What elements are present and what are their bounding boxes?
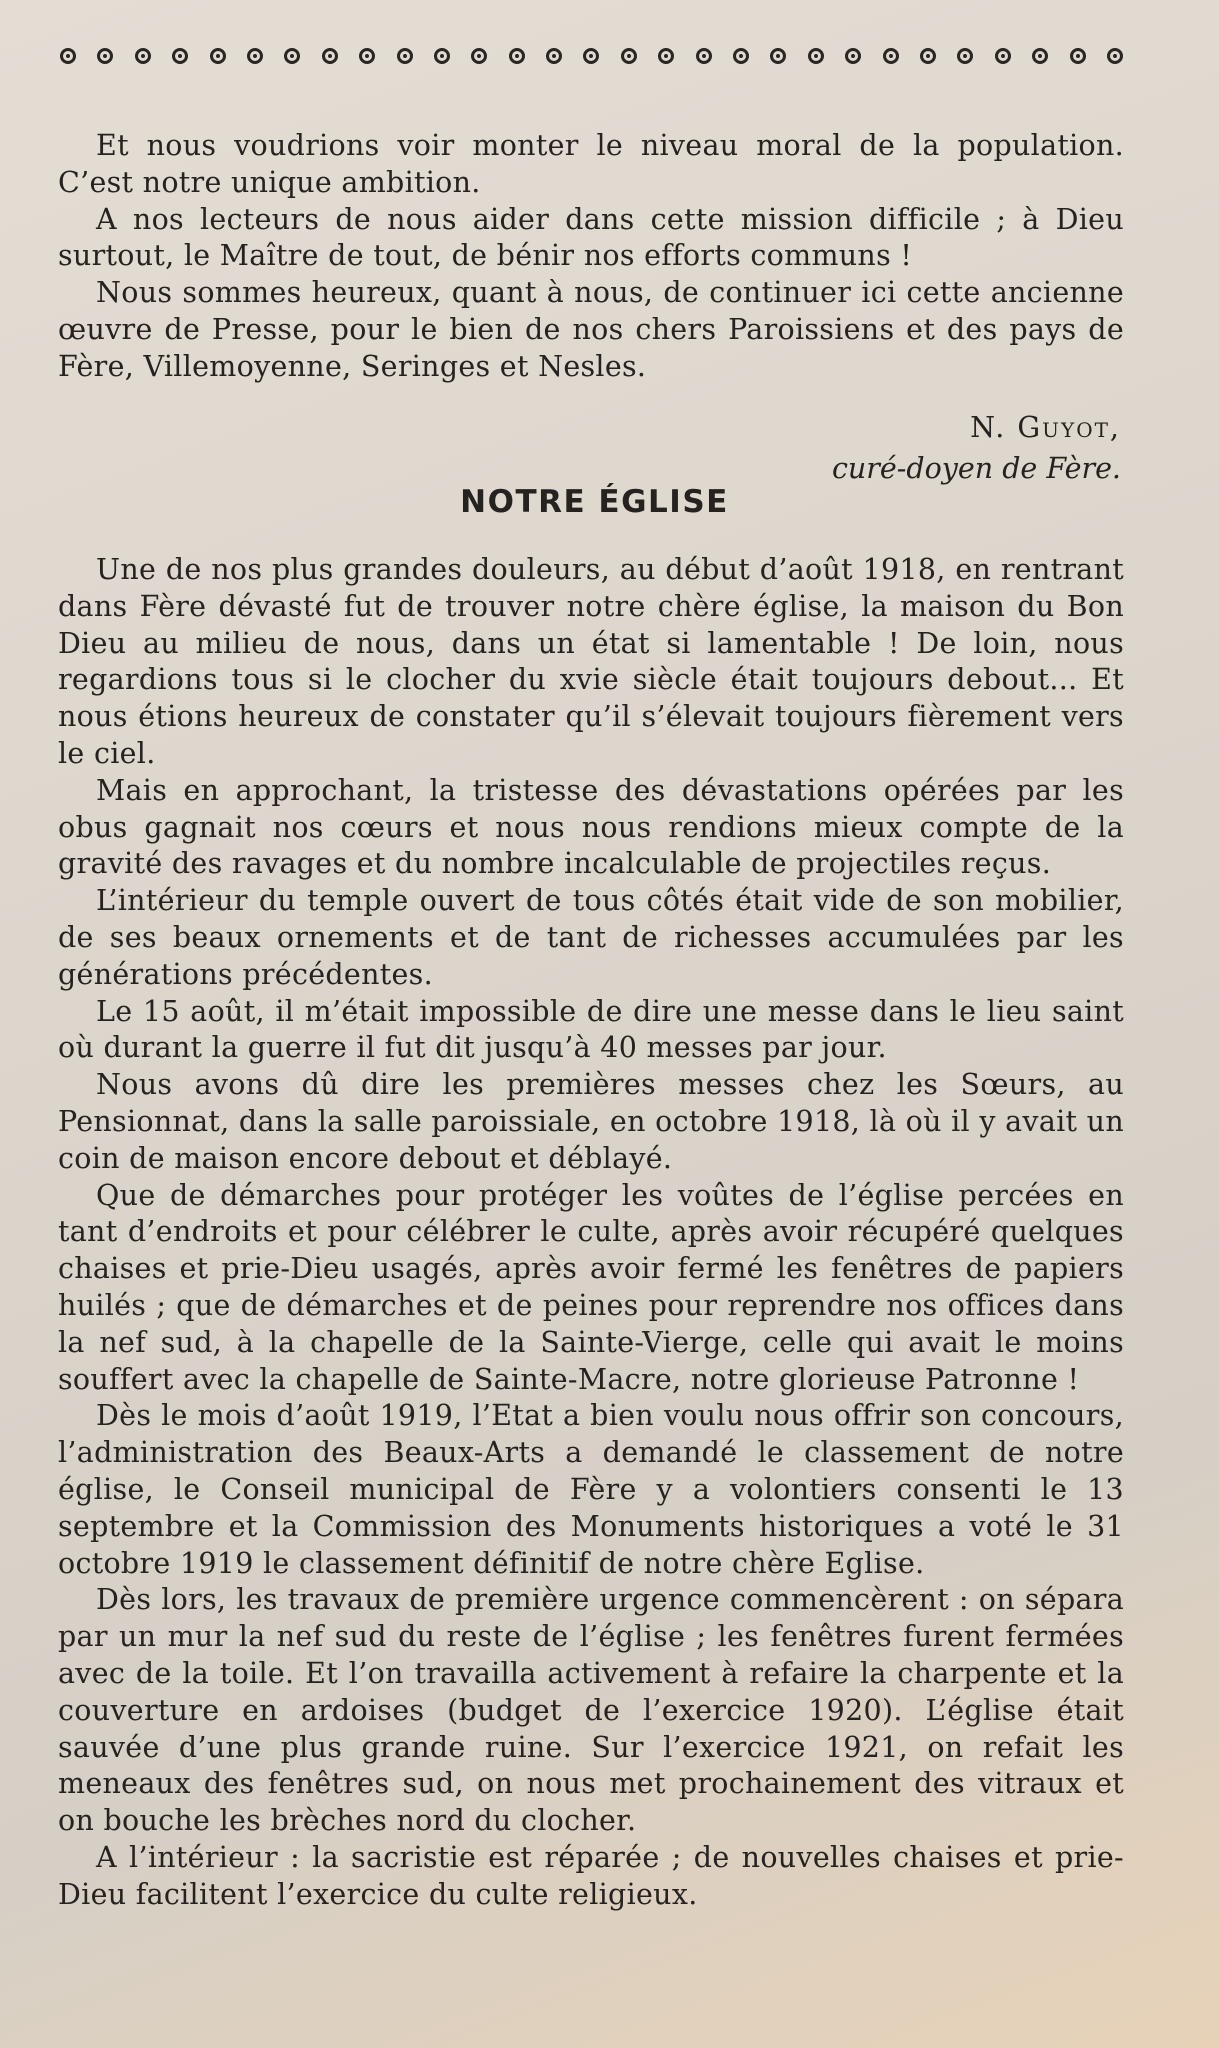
ring-ornament-icon bbox=[1032, 48, 1048, 64]
ring-ornament-icon bbox=[883, 48, 899, 64]
intro-paragraph: Nous sommes heureux, quant à nous, de continuer ici cette ancienne œuvre de Presse, pour le bien de nos chers Paroissiens et des pays de Fère, Villemoyenne, Seringes et Nesles. bbox=[58, 276, 1124, 383]
article-paragraph: Une de nos plus grandes douleurs, au début d’août 1918, en rentrant dans Fère dévasté fut de trouver notre chère église, la maison du Bon Dieu au milieu de nous, dans un état si lamentable ! De loin, nous regardions tous si le clocher du xvie siècle était toujours debout... Et nous étions heureux de constater qu’il s’élevait toujours fièrement vers le ciel. bbox=[58, 553, 1124, 770]
ring-ornament-icon bbox=[509, 48, 525, 64]
ring-ornament-icon bbox=[135, 48, 151, 64]
ring-ornament-icon bbox=[995, 48, 1011, 64]
signature-title: curé-doyen de Fère. bbox=[831, 452, 1121, 485]
article-paragraph: Mais en approchant, la tristesse des dévastations opérées par les obus gagnait nos cœurs et nous nous rendions mieux compte de la gravité des ravages et du nombre incalculable de projectiles reçus. bbox=[58, 773, 1124, 881]
ring-ornament-icon bbox=[1107, 48, 1123, 64]
article-heading: NOTRE ÉGLISE bbox=[460, 484, 729, 520]
ring-ornament-icon bbox=[1070, 48, 1086, 64]
ring-ornament-icon bbox=[434, 48, 450, 64]
ring-ornament-icon bbox=[471, 48, 487, 64]
ring-ornament-icon bbox=[60, 48, 76, 64]
ring-ornament-icon bbox=[210, 48, 226, 64]
ring-ornament-icon bbox=[97, 48, 113, 64]
article-paragraph: Le 15 août, il m’était impossible de dire une messe dans le lieu saint où durant la guerre il fut dit jusqu’à 40 messes par jour. bbox=[58, 994, 1124, 1065]
intro-paragraph: Et nous voudrions voir monter le niveau moral de la population. C’est notre unique ambition. bbox=[58, 129, 1124, 199]
ring-ornament-icon bbox=[247, 48, 263, 64]
article-paragraph: A l’intérieur : la sacristie est réparée ; de nouvelles chaises et prie-Dieu facilitent l’exercice du culte religieux. bbox=[58, 1840, 1124, 1911]
signature-name: N. Guyot, bbox=[970, 411, 1121, 444]
ring-ornament-icon bbox=[284, 48, 300, 64]
article-paragraph: Que de démarches pour protéger les voûtes de l’église percées en tant d’endroits et pour célébrer le culte, après avoir récupéré quelques chaises et prie-Dieu usagés, après avoir fermé les fenêtres de papiers huilés ; que de démarches et de peines pour reprendre nos offices dans la nef sud, à la chapelle de la Sainte-Vierge, celle qui avait le moins souffert avec la chapelle de Sainte-Macre, notre glorieuse Patronne ! bbox=[58, 1178, 1124, 1396]
ring-ornament-icon bbox=[808, 48, 824, 64]
ring-ornament-icon bbox=[957, 48, 973, 64]
ring-ornament-icon bbox=[658, 48, 674, 64]
intro-paragraph: A nos lecteurs de nous aider dans cette mission difficile ; à Dieu surtout, le Maître de tout, de bénir nos efforts communs ! bbox=[58, 202, 1124, 273]
ring-ornament-icon bbox=[359, 48, 375, 64]
ornament-border bbox=[60, 48, 1123, 64]
intro-section bbox=[58, 128, 1124, 386]
ring-ornament-icon bbox=[546, 48, 562, 64]
ring-ornament-icon bbox=[172, 48, 188, 64]
ring-ornament-icon bbox=[397, 48, 413, 64]
article-paragraph: Nous avons dû dire les premières messes chez les Sœurs, au Pensionnat, dans la salle paroissiale, en octobre 1918, là où il y avait un coin de maison encore debout et déblayé. bbox=[58, 1068, 1124, 1175]
article-paragraph: L’intérieur du temple ouvert de tous côtés était vide de son mobilier, de ses beaux ornements et de tant de richesses accumulées par les générations précédentes. bbox=[58, 884, 1124, 991]
ring-ornament-icon bbox=[696, 48, 712, 64]
ring-ornament-icon bbox=[920, 48, 936, 64]
ring-ornament-icon bbox=[845, 48, 861, 64]
ring-ornament-icon bbox=[583, 48, 599, 64]
ring-ornament-icon bbox=[322, 48, 338, 64]
ring-ornament-icon bbox=[733, 48, 749, 64]
article-paragraph: Dès lors, les travaux de première urgence commencèrent : on sépara par un mur la nef sud du reste de l’église ; les fenêtres furent fermées avec de la toile. Et l’on travailla activement à refaire la charpente et la couverture en ardoises (budget de l’exercice 1920). L’église était sauvée d’une plus grande ruine. Sur l’exercice 1921, on refait les meneaux des fenêtres sud, on nous met prochainement des vitraux et on bouche les brèches nord du clocher. bbox=[58, 1583, 1124, 1838]
article-paragraph: Dès le mois d’août 1919, l’Etat a bien voulu nous offrir son concours, l’administration des Beaux-Arts a demandé le classement de notre église, le Conseil municipal de Fère y a volontiers consenti le 13 septembre et la Commission des Monuments historiques a voté le 31 octobre 1919 le classement définitif de notre chère Eglise. bbox=[58, 1399, 1124, 1580]
ring-ornament-icon bbox=[621, 48, 637, 64]
ring-ornament-icon bbox=[770, 48, 786, 64]
article-body bbox=[58, 552, 1124, 1913]
